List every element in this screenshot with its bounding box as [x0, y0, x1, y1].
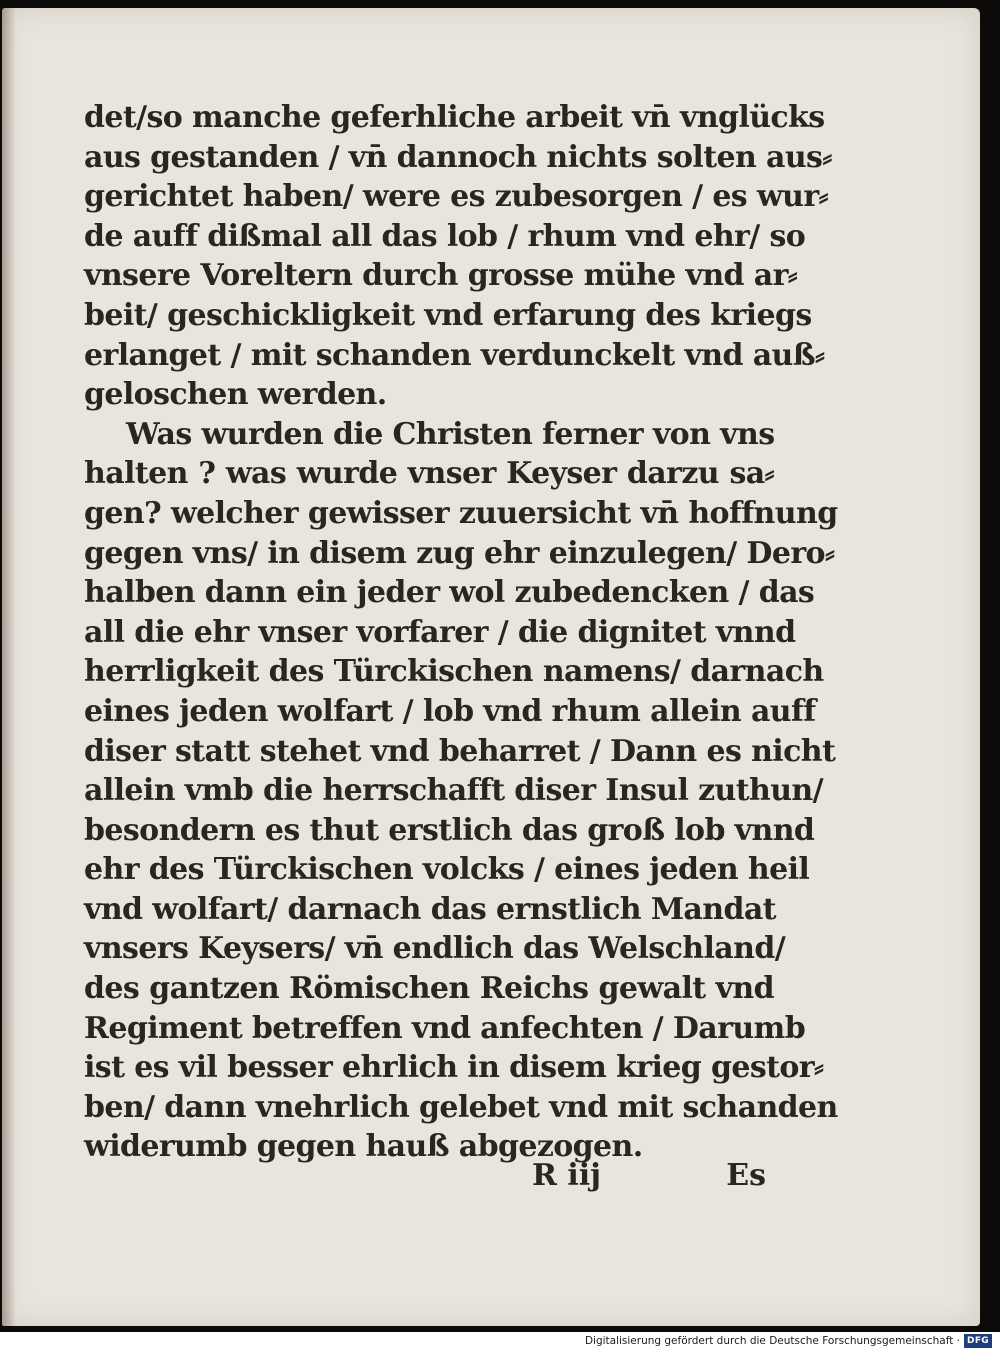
text-line: widerumb gegen hauß abgezogen. [84, 1129, 643, 1165]
text-line: de auff dißmal all das lob / rhum vnd ehr/ so [84, 218, 806, 254]
funding-credit: Digitalisierung gefördert durch die Deutsche Forschungsgemeinschaft · [584, 1335, 960, 1347]
text-line: allein vmb die herrschafft diser Insul zuthun/ [84, 773, 823, 809]
text-line: aus gestanden / vn̄ dannoch nichts solten aus⸗ [84, 139, 832, 175]
text-line: beit/ geschickligkeit vnd erfarung des kriegs [84, 297, 812, 333]
page-gutter-shadow [2, 8, 16, 1326]
text-line: ehr des Türckischen volcks / eines jeden heil [84, 852, 810, 888]
text-line: gegen vns/ in disem zug ehr einzulegen/ Dero⸗ [84, 535, 835, 571]
text-line: erlanget / mit schanden verdunckelt vnd auß⸗ [84, 337, 825, 373]
text-line: ben/ dann vnehrlich gelebet vnd mit schanden [84, 1089, 838, 1125]
catchword: Es [726, 1158, 766, 1193]
text-line: ist es vil besser ehrlich in disem krieg gestor⸗ [84, 1050, 824, 1086]
text-line: geloschen werden. [84, 377, 387, 413]
text-line: halben dann ein jeder wol zubedencken / das [84, 575, 815, 611]
text-line: det/so manche geferhliche arbeit vn̄ vnglücks [84, 100, 825, 135]
paragraph-start-line: Was wurden die Christen ferner von vns [126, 416, 775, 452]
digitization-footer [0, 1332, 1000, 1351]
text-line: diser statt stehet vnd beharret / Dann es nicht [84, 733, 836, 769]
text-line: all die ehr vnser vorfarer / die dignitet vnnd [84, 614, 796, 650]
body-text [84, 98, 838, 1167]
text-line: besondern es thut erstlich das groß lob vnnd [84, 812, 815, 848]
text-line: halten ? was wurde vnser Keyser darzu sa⸗ [84, 456, 774, 492]
book-page [2, 8, 980, 1326]
text-line: vnsers Keysers/ vn̄ endlich das Welschland/ [84, 931, 786, 967]
text-line: vnsere Voreltern durch grosse mühe vnd ar⸗ [84, 258, 798, 294]
signature-mark: R iij [532, 1158, 602, 1193]
text-line: herrligkeit des Türckischen namens/ darnach [84, 654, 824, 690]
text-line: gen? welcher gewisser zuuersicht vn̄ hoffnung [84, 495, 838, 531]
text-line: vnd wolfart/ darnach das ernstlich Mandat [84, 891, 776, 927]
text-line: Regiment betreffen vnd anfechten / Darumb [84, 1010, 806, 1046]
text-line: eines jeden wolfart / lob vnd rhum allein auff [84, 693, 816, 729]
text-line: gerichtet haben/ were es zubesorgen / es wur⸗ [84, 179, 828, 215]
dfg-logo: DFG [964, 1334, 992, 1348]
page-foot-line [532, 1158, 772, 1202]
text-line: des gantzen Römischen Reichs gewalt vnd [84, 971, 774, 1007]
